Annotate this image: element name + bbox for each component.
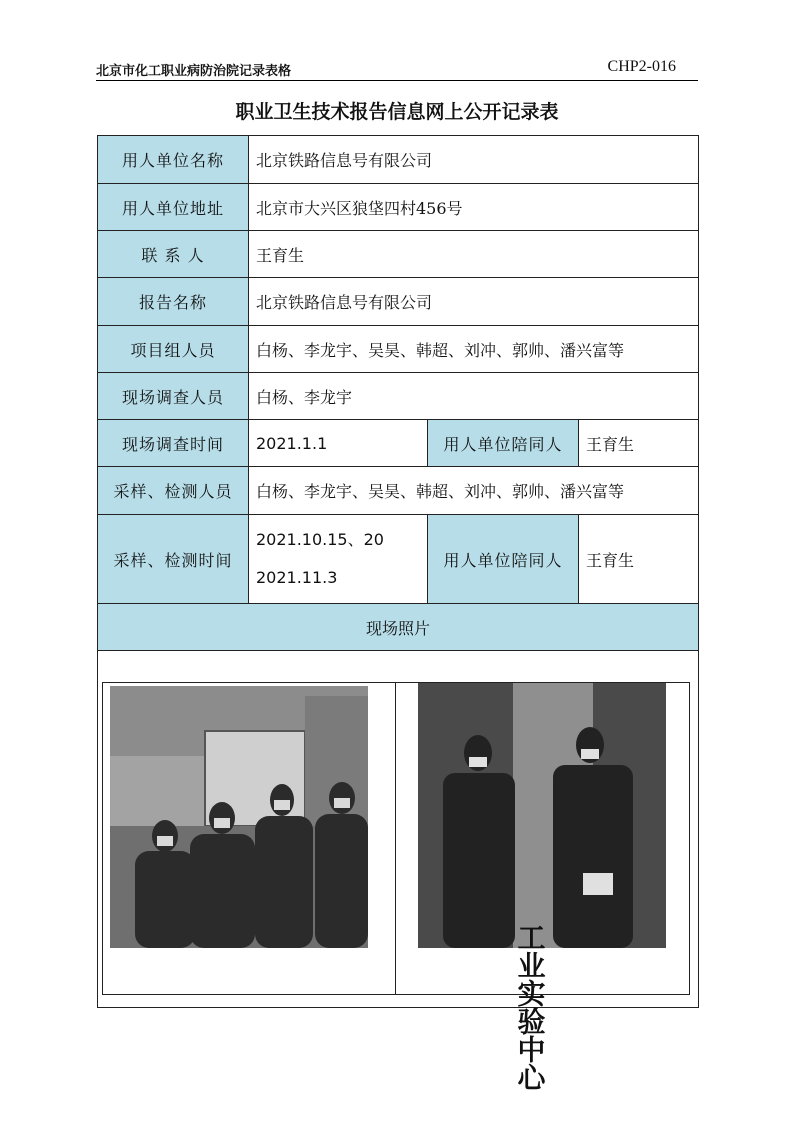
table-row xyxy=(98,184,699,231)
sampling-companion-value: 王育生 xyxy=(579,515,699,604)
sampling-staff-label: 采样、检测人员 xyxy=(98,467,249,515)
site-photo-2 xyxy=(418,683,666,1091)
sampling-staff-value: 白杨、李龙宇、吴昊、韩超、刘冲、郭帅、潘兴富等 xyxy=(249,467,699,515)
document-header xyxy=(96,58,698,81)
table-row xyxy=(98,326,699,373)
table-row xyxy=(98,136,699,184)
employer-name-value: 北京铁路信息号有限公司 xyxy=(249,136,699,184)
contact-label: 联 系 人 xyxy=(98,231,249,278)
employer-address-value: 北京市大兴区狼垡四村456号 xyxy=(249,184,699,231)
employer-address-label: 用人单位地址 xyxy=(98,184,249,231)
table-row xyxy=(98,278,699,326)
report-name-label: 报告名称 xyxy=(98,278,249,326)
survey-staff-label: 现场调查人员 xyxy=(98,373,249,420)
table-row xyxy=(98,373,699,420)
table-row xyxy=(98,467,699,515)
table-row xyxy=(98,515,699,604)
site-photo-1 xyxy=(110,686,368,948)
table-row xyxy=(98,231,699,278)
form-code: CHP2-016 xyxy=(607,58,676,75)
sampling-time-label: 采样、检测时间 xyxy=(98,515,249,604)
survey-companion-value: 王育生 xyxy=(579,420,699,467)
organization-name: 北京市化工职业病防治院记录表格 xyxy=(96,64,292,79)
sampling-time-value xyxy=(249,515,428,604)
photo-sign-text: 工业实验中心 xyxy=(513,923,547,1091)
page-title: 职业卫生技术报告信息网上公开记录表 xyxy=(235,101,559,123)
contact-value: 王育生 xyxy=(249,231,699,278)
survey-companion-label: 用人单位陪同人 xyxy=(428,420,579,467)
report-name-value: 北京铁路信息号有限公司 xyxy=(249,278,699,326)
photo-frame xyxy=(102,682,690,1091)
survey-staff-value: 白杨、李龙宇 xyxy=(249,373,699,420)
survey-time-label: 现场调查时间 xyxy=(98,420,249,467)
sampling-time-line2: 2021.11.3 xyxy=(256,568,338,587)
table-row xyxy=(98,420,699,467)
table-row xyxy=(98,604,699,651)
photos-cell xyxy=(98,651,699,1091)
employer-name-label: 用人单位名称 xyxy=(98,136,249,184)
survey-time-value: 2021.1.1 xyxy=(249,420,428,467)
photos-heading: 现场照片 xyxy=(98,604,699,651)
team-label: 项目组人员 xyxy=(98,326,249,373)
photo-divider xyxy=(395,683,396,994)
record-table xyxy=(97,135,699,1091)
sampling-companion-label: 用人单位陪同人 xyxy=(428,515,579,604)
table-row xyxy=(98,651,699,1008)
sampling-time-line1: 2021.10.15、20 xyxy=(256,530,384,549)
team-value: 白杨、李龙宇、吴昊、韩超、刘冲、郭帅、潘兴富等 xyxy=(249,326,699,373)
